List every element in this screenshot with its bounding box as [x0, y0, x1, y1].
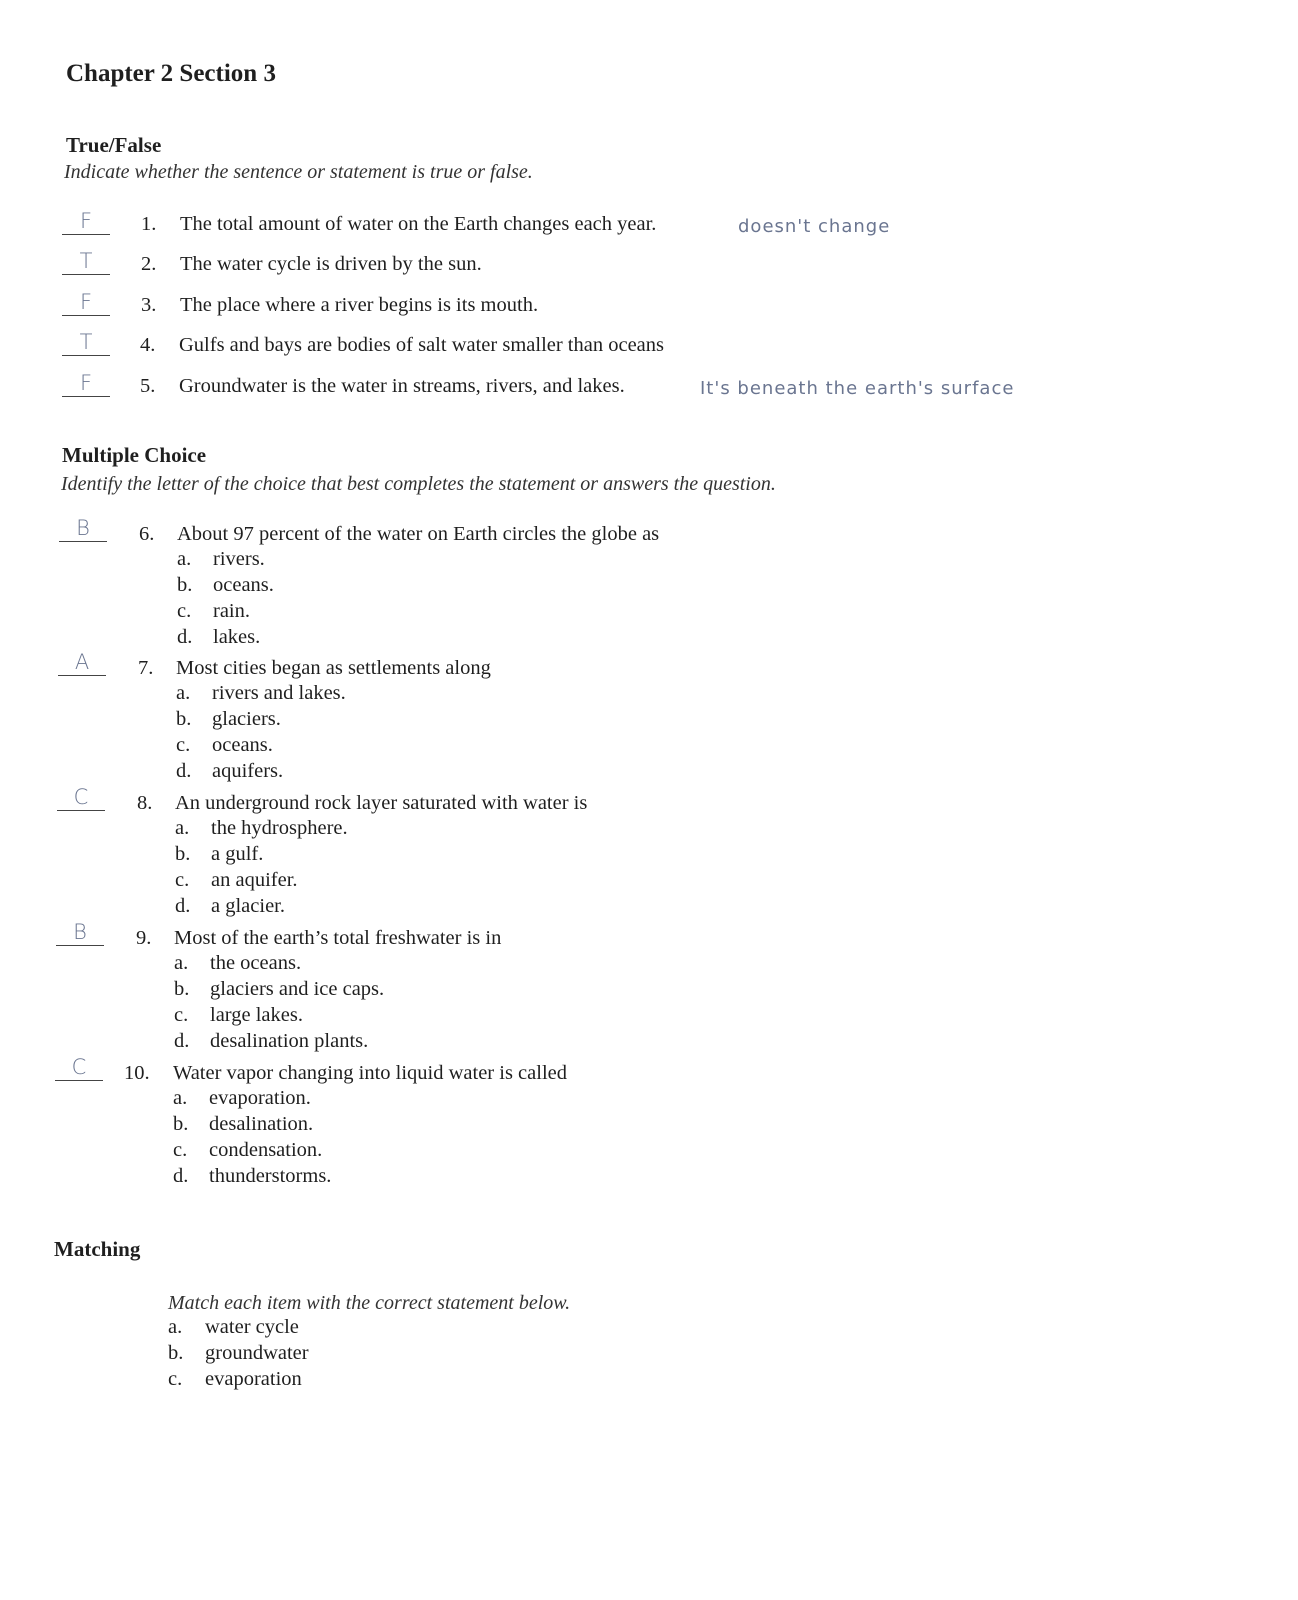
question-number: 9. — [136, 927, 152, 949]
option-letter: c. — [177, 600, 192, 622]
option-letter: c. — [176, 734, 191, 756]
handwritten-note: It's beneath the earth's surface — [700, 378, 1015, 399]
option-letter: b. — [175, 843, 191, 865]
option-letter: d. — [173, 1165, 189, 1187]
option-text: a glacier. — [211, 895, 285, 917]
matching-heading: Matching — [54, 1237, 141, 1261]
option-text: the oceans. — [210, 952, 302, 974]
answer-blank[interactable]: F — [62, 210, 110, 235]
question-number: 6. — [139, 523, 155, 545]
handwritten-note: doesn't change — [738, 216, 891, 237]
matching-instructions: Match each item with the correct statement below. — [168, 1292, 571, 1314]
question-text: The total amount of water on the Earth changes each year. — [180, 213, 657, 235]
multiple-choice-instructions: Identify the letter of the choice that best completes the statement or answers the question. — [61, 473, 776, 495]
option-text: an aquifer. — [211, 869, 298, 891]
question-number: 10. — [124, 1062, 150, 1084]
option-letter: d. — [174, 1030, 190, 1052]
option-letter: a. — [177, 548, 192, 570]
question-text: The place where a river begins is its mouth. — [180, 294, 539, 316]
option-text: evaporation. — [209, 1087, 311, 1109]
option-text: rivers and lakes. — [212, 682, 346, 704]
true-false-instructions: Indicate whether the sentence or statement is true or false. — [64, 161, 533, 183]
option-letter: c. — [173, 1139, 188, 1161]
option-text: the hydrosphere. — [211, 817, 348, 839]
true-false-heading: True/False — [66, 133, 162, 157]
answer-blank[interactable]: A — [58, 651, 106, 676]
option-text: glaciers and ice caps. — [210, 978, 385, 1000]
option-letter: a. — [174, 952, 189, 974]
option-letter: b. — [177, 574, 193, 596]
option-letter: a. — [175, 817, 190, 839]
option-letter: c. — [174, 1004, 189, 1026]
option-letter: a. — [173, 1087, 188, 1109]
answer-blank[interactable]: C — [55, 1056, 103, 1081]
answer-blank[interactable]: F — [62, 372, 110, 397]
page-title: Chapter 2 Section 3 — [66, 60, 276, 87]
answer-blank[interactable]: F — [62, 291, 110, 316]
option-letter: a. — [176, 682, 191, 704]
multiple-choice-heading: Multiple Choice — [62, 443, 207, 467]
answer-blank[interactable]: B — [59, 517, 107, 542]
question-text: Most cities began as settlements along — [176, 657, 491, 679]
option-text: oceans. — [213, 574, 274, 596]
question-text: The water cycle is driven by the sun. — [180, 253, 482, 275]
option-text: desalination. — [209, 1113, 314, 1135]
option-letter: c. — [175, 869, 190, 891]
option-letter: d. — [175, 895, 191, 917]
question-number: 8. — [137, 792, 153, 814]
question-number: 1. — [141, 213, 157, 235]
option-text: thunderstorms. — [209, 1165, 332, 1187]
option-text: condensation. — [209, 1139, 323, 1161]
option-letter: b. — [176, 708, 192, 730]
option-text: lakes. — [213, 626, 261, 648]
question-number: 3. — [141, 294, 157, 316]
answer-blank[interactable]: T — [62, 250, 110, 275]
matching-option-text: evaporation — [205, 1368, 302, 1390]
matching-option-letter: a. — [168, 1316, 183, 1338]
matching-option-letter: b. — [168, 1342, 184, 1364]
option-text: rivers. — [213, 548, 265, 570]
option-letter: b. — [173, 1113, 189, 1135]
question-number: 7. — [138, 657, 154, 679]
question-text: Gulfs and bays are bodies of salt water smaller than oceans — [179, 334, 665, 356]
question-text: About 97 percent of the water on Earth circles the globe as — [177, 523, 660, 545]
option-text: a gulf. — [211, 843, 264, 865]
option-text: oceans. — [212, 734, 273, 756]
option-letter: b. — [174, 978, 190, 1000]
option-letter: d. — [177, 626, 193, 648]
matching-option-text: water cycle — [205, 1316, 299, 1338]
option-text: large lakes. — [210, 1004, 303, 1026]
matching-option-text: groundwater — [205, 1342, 309, 1364]
question-number: 5. — [140, 375, 156, 397]
answer-blank[interactable]: T — [62, 331, 110, 356]
question-text: Groundwater is the water in streams, rivers, and lakes. — [179, 375, 625, 397]
question-number: 2. — [141, 253, 157, 275]
answer-blank[interactable]: C — [57, 786, 105, 811]
option-text: desalination plants. — [210, 1030, 369, 1052]
question-text: Water vapor changing into liquid water is called — [173, 1062, 567, 1084]
option-letter: d. — [176, 760, 192, 782]
question-text: Most of the earth’s total freshwater is in — [174, 927, 502, 949]
option-text: rain. — [213, 600, 250, 622]
matching-option-letter: c. — [168, 1368, 183, 1390]
question-number: 4. — [140, 334, 156, 356]
option-text: glaciers. — [212, 708, 281, 730]
answer-blank[interactable]: B — [56, 921, 104, 946]
option-text: aquifers. — [212, 760, 284, 782]
question-text: An underground rock layer saturated with water is — [175, 792, 588, 814]
